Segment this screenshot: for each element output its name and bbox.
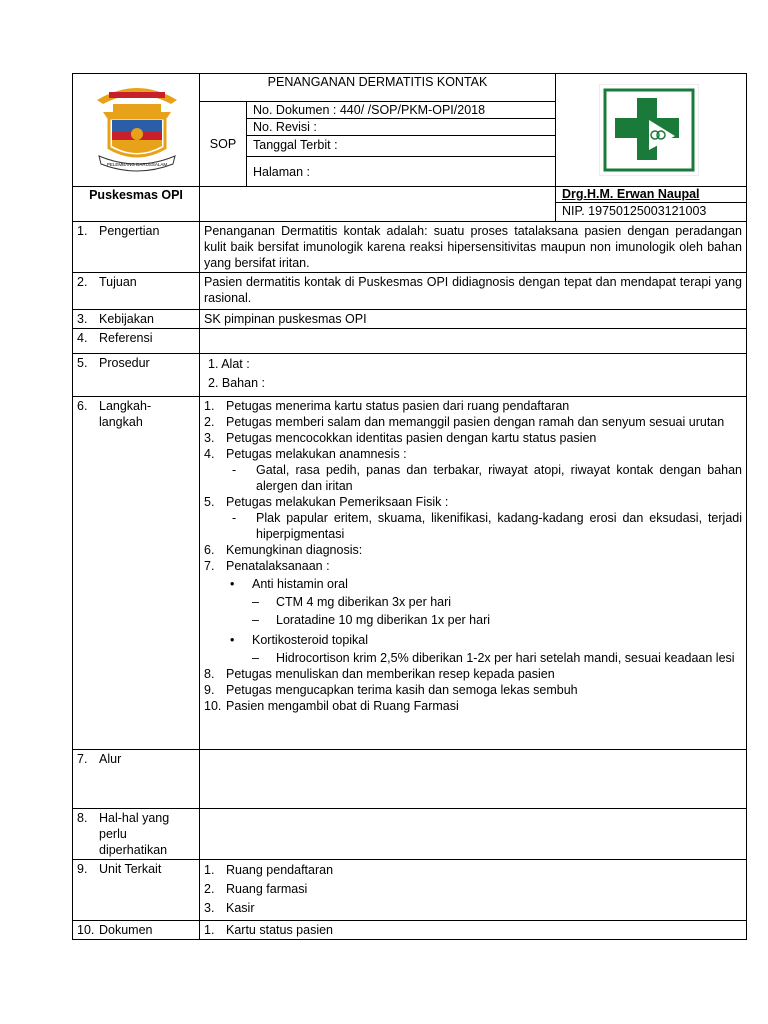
- tanggal-terbit: Tanggal Terbit :: [247, 136, 555, 157]
- step-8: 8. Petugas menuliskan dan memberikan resep kepada pasien: [204, 667, 555, 681]
- step-6: 6. Kemungkinan diagnosis:: [204, 543, 363, 557]
- step-4-detail: - Gatal, rasa pedih, panas dan terbakar, riwayat atopi, riwayat kontak dengan bahan alergen dan iritan: [232, 463, 742, 493]
- label-prosedur: 5. Prosedur: [73, 354, 200, 397]
- label-unit: 9. Unit Terkait: [73, 860, 200, 921]
- pengertian-text: Penanganan Dermatitis kontak adalah: suatu proses tatalaksana pasien dengan peradangan kulit baik bersifat imunologik karena reaksi hipersensitivitas maupun non imunologik oleh bahan yang bersifat iritan.: [200, 222, 747, 273]
- unit-item-1: 1. Ruang pendaftaran: [204, 863, 334, 877]
- no-revisi: No. Revisi :: [247, 119, 555, 136]
- step-4: 4. Petugas melakukan anamnesis :: [204, 447, 407, 461]
- treatment-ctm: – CTM 4 mg diberikan 3x per hari: [252, 595, 452, 609]
- hal-content: [200, 809, 747, 860]
- langkah-content: [200, 397, 747, 750]
- label-tujuan: 2. Tujuan: [73, 273, 200, 310]
- unit-item-2: 2. Ruang farmasi: [204, 882, 308, 896]
- puskesmas-logo-icon: [599, 84, 699, 176]
- document-title: PENANGANAN DERMATITIS KONTAK: [200, 74, 555, 102]
- palembang-logo-cell: [73, 74, 200, 187]
- signatory-nip: NIP. 19750125003121003: [562, 204, 707, 218]
- step-10: 10. Pasien mengambil obat di Ruang Farmasi: [204, 699, 459, 713]
- label-hal: 8. Hal-hal yang perlu diperhatikan: [73, 809, 200, 860]
- prosedur-alat: 1. Alat :: [208, 357, 250, 371]
- dokumen-item-1: 1. Kartu status pasien: [204, 923, 334, 937]
- signatory-name: Drg.H.M. Erwan Naupal: [556, 187, 746, 203]
- label-referensi: 4. Referensi: [73, 329, 200, 354]
- treatment-kortikosteroid: • Kortikosteroid topikal: [230, 633, 369, 647]
- puskesmas-name: Puskesmas OPI: [73, 187, 200, 222]
- dokumen-content: [200, 921, 747, 940]
- step-2: 2. Petugas memberi salam dan memanggil pasien dengan ramah dan senyum sesuai urutan: [204, 415, 725, 429]
- puskesmas-logo-cell: [556, 74, 747, 187]
- alur-content: [200, 750, 747, 809]
- label-kebijakan: 3. Kebijakan: [73, 310, 200, 329]
- treatment-hidrocortison: – Hidrocortison krim 2,5% diberikan 1-2x per hari setelah mandi, sesuai keadaan lesi: [252, 651, 735, 665]
- step-5-detail: - Plak papular eritem, skuama, likenifikasi, kadang-kadang erosi dan eksudasi, terjadi hiperpigmentasi: [232, 511, 742, 541]
- palembang-emblem-icon: [89, 78, 185, 178]
- no-dokumen: No. Dokumen : 440/ /SOP/PKM-OPI/2018: [247, 102, 555, 119]
- referensi-text: [200, 329, 747, 354]
- prosedur-bahan: 2. Bahan :: [208, 376, 265, 390]
- step-3: 3. Petugas mencocokkan identitas pasien dengan kartu status pasien: [204, 431, 597, 445]
- kebijakan-text: SK pimpinan puskesmas OPI: [200, 310, 747, 329]
- label-alur: 7. Alur: [73, 750, 200, 809]
- logo-ribbon-text: PELEMBANG DARUSSALAM: [106, 162, 168, 167]
- step-9: 9. Petugas mengucapkan terima kasih dan semoga lekas sembuh: [204, 683, 578, 697]
- step-7: 7. Penatalaksanaan :: [204, 559, 330, 573]
- title-block: [200, 74, 556, 187]
- treatment-antihistamin: • Anti histamin oral: [230, 577, 348, 591]
- label-dokumen: 10. Dokumen: [73, 921, 200, 940]
- label-langkah: 6. Langkah- langkah: [73, 397, 200, 750]
- step-5: 5. Petugas melakukan Pemeriksaan Fisik :: [204, 495, 449, 509]
- step-1: 1. Petugas menerima kartu status pasien dari ruang pendaftaran: [204, 399, 570, 413]
- tujuan-text: Pasien dermatitis kontak di Puskesmas OPI didiagnosis dengan tepat dan mendapat terapi yang rasional.: [200, 273, 747, 310]
- sop-document: [72, 73, 746, 940]
- label-pengertian: 1. Pengertian: [73, 222, 200, 273]
- sop-table: [72, 73, 747, 940]
- unit-content: [200, 860, 747, 921]
- prosedur-content: [200, 354, 747, 397]
- sop-label: SOP: [200, 102, 247, 186]
- unit-item-3: 3. Kasir: [204, 901, 255, 915]
- treatment-loratadine: – Loratadine 10 mg diberikan 1x per hari: [252, 613, 491, 627]
- blank-cell: [200, 187, 556, 222]
- signatory-cell: [556, 187, 747, 222]
- halaman: Halaman :: [253, 164, 310, 179]
